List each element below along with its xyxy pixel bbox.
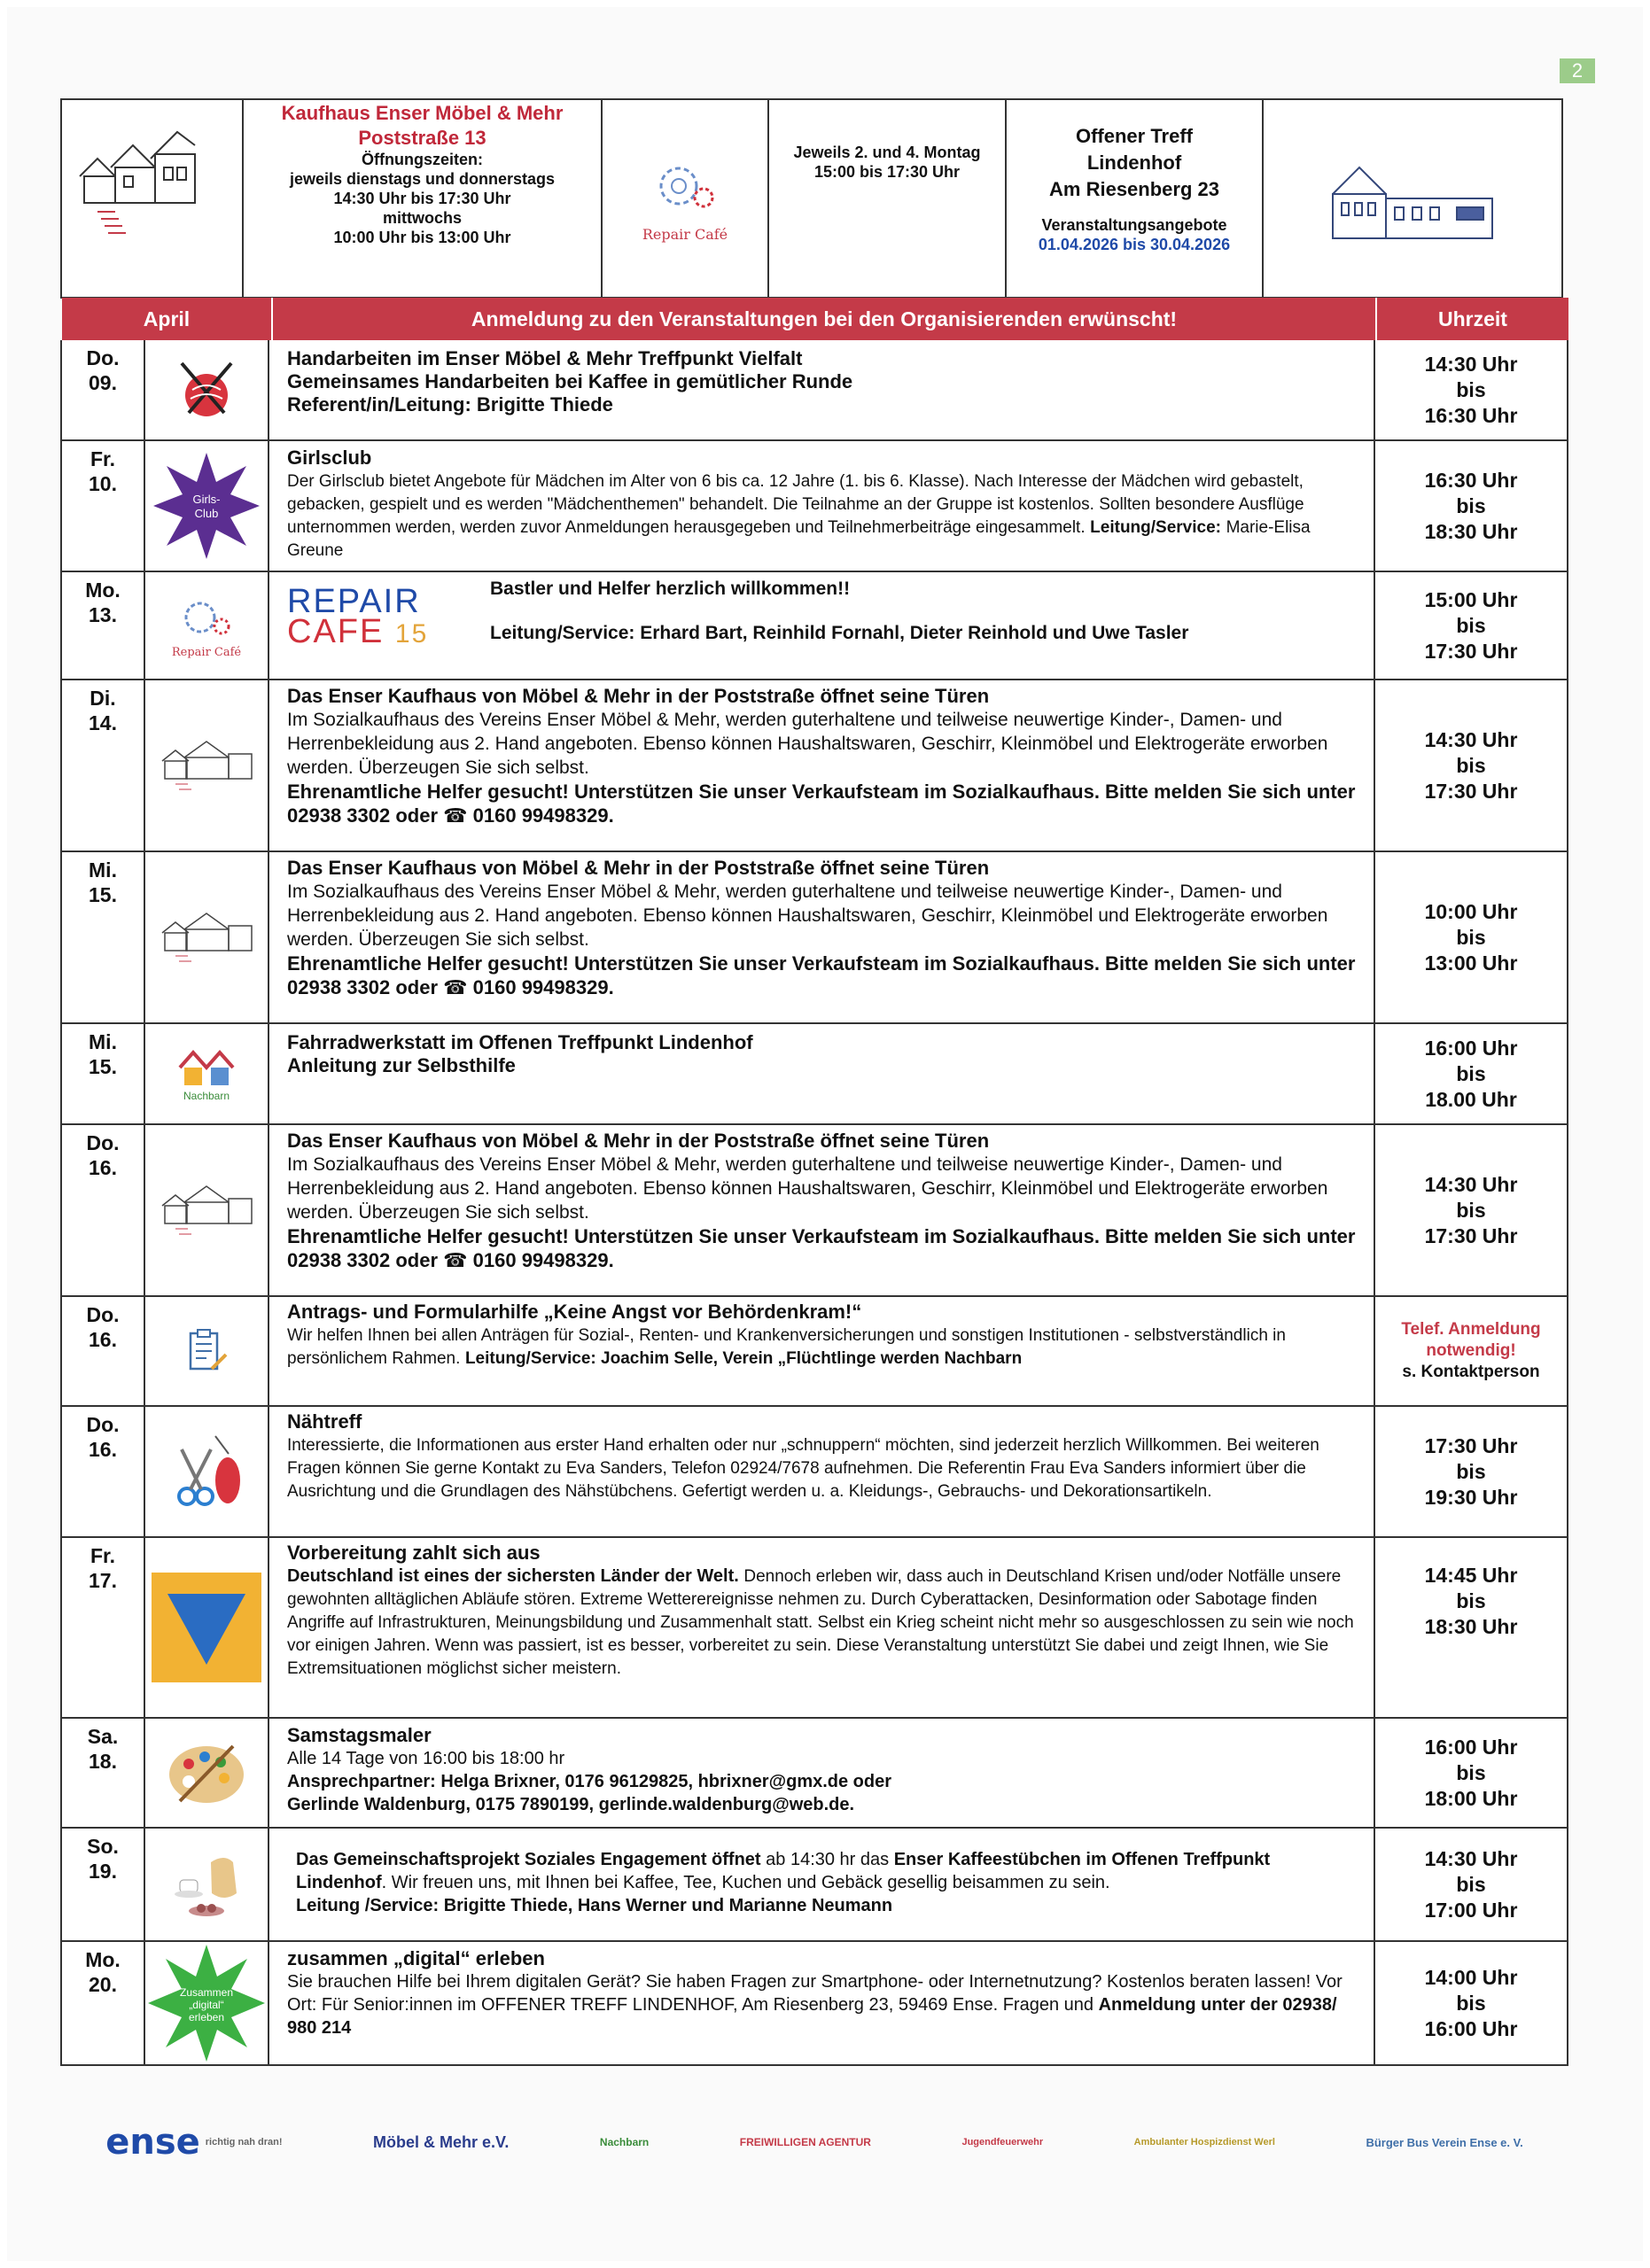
event-contact-2: Gerlinde Waldenburg, 0175 7890199, gerlinde.waldenburg@web.de. [287,1795,855,1814]
event-time: 14:30 Uhr bis 17:30 Uhr [1424,727,1518,803]
event-time: 17:30 Uhr bis 19:30 Uhr [1424,1433,1518,1509]
event-date: Mi. 15. [62,1024,145,1123]
digital-star-label-2: „digital“ [189,1999,224,2011]
table-row [60,572,1568,680]
freiwilligen-agentur-logo: FREIWILLIGEN AGENTUR [739,2136,871,2148]
gear-icon [645,155,725,226]
event-leader-name: Marie-Elisa Greune [287,518,1311,560]
registration-notice: Anmeldung zu den Veranstaltungen bei den Organisierenden erwünscht! [273,298,1377,340]
girls-club-label-1: Girls- [192,493,221,506]
civil-defense-icon [145,1538,269,1717]
event-description [269,1024,1375,1123]
event-title: Samstagsmaler [287,1724,432,1746]
event-date: Mo. 13. [62,572,145,679]
kaufhaus-title: Kaufhaus Enser Möbel & Mehr [281,102,564,124]
event-date: Mi. 15. [62,852,145,1022]
month-header: April [62,298,273,340]
table-row [60,1024,1568,1125]
clipboard-icon [145,1297,269,1405]
buerger-bus-logo: Bürger Bus Verein Ense e. V. [1366,2135,1523,2149]
kaufhaus-icon [145,1125,269,1295]
event-title: Das Enser Kaufhaus von Möbel & Mehr in der Poststraße öffnet seine Türen [287,1130,990,1152]
event-date: Sa. 18. [62,1719,145,1827]
event-description [269,441,1375,571]
event-volunteer-call: Ehrenamtliche Helfer gesucht! Unterstützen Sie unser Verkaufsteam im Sozialkaufhaus. Bitte melden Sie sich unter 02938 3302 oder ☎ 0160 99498329. [287,1225,1356,1271]
event-leader-label: Leitung/Service: [1090,518,1221,537]
table-row [60,1538,1568,1719]
footer-logos [60,2116,1568,2169]
table-header-bar [62,298,1568,340]
repair-cafe-icon-text: Repair Café [171,645,242,659]
event-text: Sie brauchen Hilfe bei Ihrem digitalen Gerät? Sie haben Fragen zur Smartphone- oder Internetnutzung? Kostenlos beraten lassen! Vor Ort: Für Senior:innen im OFFENER TREFF LINDENHOF, Am Riesenberg 23, 59469 Ense. Fragen und [287,1972,1343,2015]
event-description [269,1719,1375,1827]
event-date: Do. 16. [62,1407,145,1536]
header-table [60,98,1563,299]
event-time: 16:30 Uhr bis 18:30 Uhr [1424,468,1518,543]
event-date: Do. 16. [62,1125,145,1295]
event-title: Das Enser Kaufhaus von Möbel & Mehr in der Poststraße öffnet seine Türen [287,685,990,707]
time-column-header: Uhrzeit [1438,307,1507,330]
event-date: Di. 14. [62,680,145,850]
date-range: 01.04.2026 bis 30.04.2026 [1038,236,1231,253]
event-text: Wir helfen Ihnen bei allen Anträgen für Sozial-, Renten- und Krankenversicherungen und sonstigen Institutionen - selbstverständlich in persönlichem Rahmen. [287,1326,1286,1368]
kaufhaus-building-image [62,100,244,297]
event-text: Interessierte, die Informationen aus erster Hand erhalten oder nur „schnuppern“ möchten, sind jederzeit herzlich Willkommen. Bei weiteren Fragen können Sie gerne Kontakt zu Eva Sanders, Telefon 02924/7678 aufnehmen. Die Referentin Frau Eva Sanders informiert über die Ausrichtung und die Grundlagen des Nähstübchens. Gefertigt werden u. a. Kleidungs-, Gebrauchs- und Dekorationsartikeln. [287,1436,1319,1501]
page-number: 2 [1560,58,1595,83]
page [7,7,1643,2261]
event-title: Girlsclub [287,447,372,469]
treff-title-1: Offener Treff [1075,125,1194,147]
event-leader: Leitung/Service: Joachim Selle, Verein „Flüchtlinge werden Nachbarn [464,1349,1023,1368]
event-description [269,1297,1375,1405]
kaufhaus-hours-time: 14:30 Uhr bis 17:30 Uhr [333,190,511,207]
lindenhof-building-image [1264,100,1561,297]
event-contact-1: Ansprechpartner: Helga Brixner, 0176 96129825, hbrixner@gmx.de oder [287,1772,892,1791]
montag-info [769,100,1007,297]
event-title: Vorbereitung zahlt sich aus [287,1542,541,1564]
repair-cafe-15-logo: REPAIR CAFE 15 [287,583,429,650]
event-title: Nähtreff [287,1410,362,1433]
event-volunteer-call: Ehrenamtliche Helfer gesucht! Unterstützen Sie unser Verkaufsteam im Sozialkaufhaus. Bitte melden Sie sich unter 02938 3302 oder ☎ 0160 99498329. [287,952,1356,998]
hospizdienst-logo: Ambulanter Hospizdienst Werl [1133,2137,1275,2148]
event-registration: Anmeldung unter der 02938/ 980 214 [287,1995,1337,2038]
digital-star-label-3: erleben [188,2011,225,2023]
event-time: 16:00 Uhr bis 18:00 Uhr [1424,1735,1518,1810]
event-title: Das Enser Kaufhaus von Möbel & Mehr in der Poststraße öffnet seine Türen [287,857,990,879]
event-time: 14:30 Uhr bis 17:30 Uhr [1424,1172,1518,1247]
event-date: Fr. 17. [62,1538,145,1717]
montag-line2: 15:00 bis 17:30 Uhr [813,163,961,181]
kaufhaus-hours-label: Öffnungszeiten: [362,151,483,168]
kaufhaus-hours-wed-time: 10:00 Uhr bis 13:00 Uhr [333,229,511,246]
event-time: 14:45 Uhr bis 18:30 Uhr [1424,1564,1518,1638]
treff-title-2: Lindenhof [1086,151,1182,174]
table-row [60,1719,1568,1829]
event-description [269,572,1375,679]
kaufhaus-address: Poststraße 13 [358,127,486,149]
treff-info [1007,100,1264,297]
event-time: 16:00 Uhr bis 18.00 Uhr [1424,1036,1518,1111]
table-row [60,680,1568,852]
event-description [269,852,1375,1022]
event-lead: Deutschland ist eines der sichersten Länder der Welt. [287,1566,739,1586]
event-text: Der Girlsclub bietet Angebote für Mädchen im Alter von 6 bis ca. 12 Jahre (1. bis 6. Klasse). Nach Interesse der Mädchen wird gebastelt, gebacken, gespielt und es werden "Mädchenthemen" behandelt. Die Teilnahme an der Gruppe ist kostenlos. Sollten besondere Ausflüge unternommen werden, werden zuvor Anmeldungen herausgegeben und Teilnehmerbeiträge eingesammelt. [287,472,1304,537]
event-text: Alle 14 Tage von 16:00 bis 18:00 hr [287,1749,565,1768]
event-text: Im Sozialkaufhaus des Vereins Enser Möbel & Mehr, werden guterhaltene und teilweise neuwertige Kinder-, Damen- und Herrenbekleidung aus 2. Hand angeboten. Ebenso können Haushaltswaren, Geschirr, Kleinmöbel und Elektrogeräte erworben werden. Überzeugen Sie sich selbst. [287,882,1328,950]
event-title: Antrags- und Formularhilfe „Keine Angst vor Behördenkram!“ [287,1301,862,1323]
event-text: ab 14:30 hr das [760,1850,894,1869]
event-time: 15:00 Uhr bis 17:30 Uhr [1424,587,1518,663]
table-row [60,1942,1568,2066]
event-time: 14:30 Uhr bis 16:30 Uhr [1424,352,1518,427]
event-leader: Leitung/Service: Erhard Bart, Reinhild Fornahl, Dieter Reinhold und Uwe Tasler [490,623,1189,643]
event-time: Telef. Anmeldung notwendig! s. Kontaktperson [1401,1320,1541,1381]
table-row [60,1125,1568,1297]
table-row [60,340,1568,441]
event-leader: Leitung /Service: Brigitte Thiede, Hans Werner und Marianne Neumann [296,1896,893,1915]
jugendfeuerwehr-logo: Jugendfeuerwehr [961,2137,1044,2148]
event-text: Im Sozialkaufhaus des Vereins Enser Möbel & Mehr, werden guterhaltene und teilweise neuwertige Kinder-, Damen- und Herrenbekleidung aus 2. Hand angeboten. Ebenso können Haushaltswaren, Geschirr, Kleinmöbel und Elektrogeräte erworben werden. Überzeugen Sie sich selbst. [287,710,1328,778]
table-row [60,1829,1568,1942]
event-description [269,1942,1375,2064]
repair-cafe-logo [603,100,769,297]
event-title: Bastler und Helfer herzlich willkommen!! [490,579,851,599]
kaufhaus-hours-days: jeweils dienstags und donnerstags [289,170,556,188]
nachbarn-logo: Nachbarn [599,2136,650,2148]
event-subtitle: Gemeinsames Handarbeiten bei Kaffee in gemütlicher Runde [287,370,853,392]
event-title: zusammen „digital“ erleben [287,1947,545,1969]
event-date: Do. 09. [62,340,145,439]
events-table [60,340,1568,2066]
event-description [269,1829,1375,1940]
event-description [269,1125,1375,1295]
event-description [269,1538,1375,1717]
digital-star-label-1: Zusammen [179,1986,234,1999]
event-description [269,1407,1375,1536]
table-row [60,1407,1568,1538]
repair-cafe-icon [145,572,269,679]
table-row [60,441,1568,572]
event-title: Handarbeiten im Enser Möbel & Mehr Treffpunkt Vielfalt [287,347,803,369]
event-text-2: . Wir freuen uns, mit Ihnen bei Kaffee, Tee, Kuchen und Gebäck gesellig beisammen zu sein. [381,1873,1110,1892]
girls-club-label-2: Club [194,507,219,520]
nachbarn-icon [145,1024,269,1123]
treff-title-3: Am Riesenberg 23 [1049,178,1219,200]
digital-star-icon [145,1942,269,2064]
event-title: Fahrradwerkstatt im Offenen Treffpunkt Lindenhof [287,1031,753,1053]
palette-icon [145,1719,269,1827]
kaufhaus-info [244,100,603,297]
event-description [269,340,1375,439]
event-title: Das Gemeinschaftsprojekt Soziales Engagement öffnet [296,1850,761,1869]
event-description [269,680,1375,850]
event-volunteer-call: Ehrenamtliche Helfer gesucht! Unterstützen Sie unser Verkaufsteam im Sozialkaufhaus. Bitte melden Sie sich unter 02938 3302 oder ☎ 0160 99498329. [287,781,1356,827]
event-text: Dennoch erleben wir, dass auch in Deutschland Krisen und/oder Notfälle unsere gewohnten alltäglichen Abläufe stören. Extreme Wetterereignisse nehmen zu. Durch Cyberattacken, Desinformation oder Sabotage finden Angriffe auf Infrastrukturen, Meinungsbildung und Zusammenhalt statt. Selbst ein Krieg scheint nicht mehr so ausgeschlossen zu sein wie noch vor einigen Jahren. Wenn was passiert, ist es besser, vorbereitet zu sein. Diese Veranstaltung unterstützt Sie dabei und zeigt Ihnen, wie Sie Extremsituationen möglichst sicher meistern. [287,1567,1354,1678]
table-row [60,1297,1568,1407]
sewing-icon [145,1407,269,1536]
ense-logo: ense richtig nah dran! [105,2122,283,2163]
event-date: So. 19. [62,1829,145,1940]
nachbarn-icon-text: Nachbarn [183,1090,230,1102]
knitting-icon [145,340,269,439]
girls-club-icon [145,441,269,571]
kaufhaus-hours-wed: mittwochs [382,209,462,227]
moebel-mehr-logo: Möbel & Mehr e.V. [373,2132,510,2151]
kaufhaus-icon [145,852,269,1022]
kaufhaus-icon [145,680,269,850]
repair-cafe-logo-text: Repair Café [642,225,728,243]
event-text: Im Sozialkaufhaus des Vereins Enser Möbel & Mehr, werden guterhaltene und teilweise neuwertige Kinder-, Damen- und Herrenbekleidung aus 2. Hand angeboten. Ebenso können Haushaltswaren, Geschirr, Kleinmöbel und Elektrogeräte erworben werden. Überzeugen Sie sich selbst. [287,1154,1328,1223]
event-time: 10:00 Uhr bis 13:00 Uhr [1424,899,1518,975]
event-date: Fr. 10. [62,441,145,571]
event-time: 14:00 Uhr bis 16:00 Uhr [1424,1965,1518,2040]
table-row [60,852,1568,1024]
event-leader: Referent/in/Leitung: Brigitte Thiede [287,393,613,416]
event-time: 14:30 Uhr bis 17:00 Uhr [1424,1846,1518,1922]
treff-subtitle: Veranstaltungsangebote [1041,216,1227,234]
event-subtitle: Anleitung zur Selbsthilfe [287,1054,516,1076]
event-place: Enser Kaffeestübchen im Offenen Treffpunkt Lindenhof [296,1850,1271,1892]
montag-line1: Jeweils 2. und 4. Montag [793,144,981,161]
event-date: Mo. 20. [62,1942,145,2064]
event-date: Do. 16. [62,1297,145,1405]
coffee-icon [145,1829,269,1940]
